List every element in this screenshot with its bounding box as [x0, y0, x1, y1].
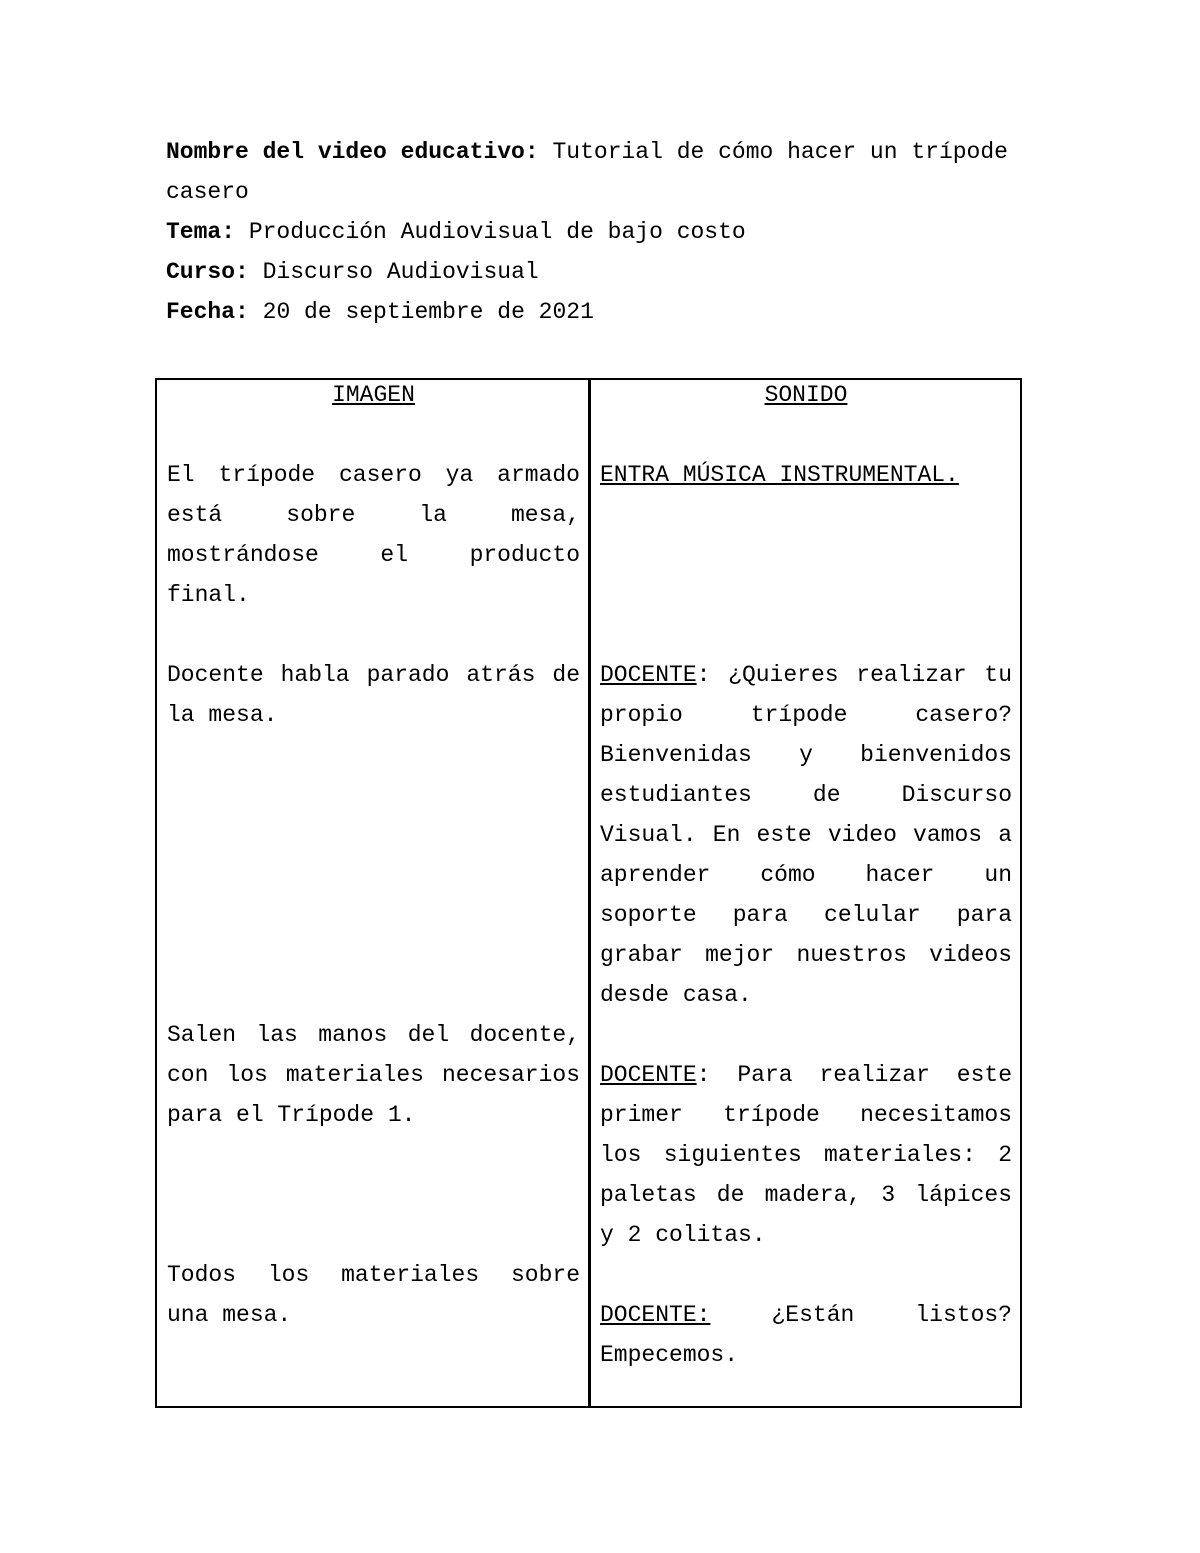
sound-cell-4 — [600, 1295, 1012, 1375]
image-cell-1: El trípode casero ya armado está sobre la mesa, mostrándose el producto final. — [167, 462, 580, 608]
tema-value: Producción Audiovisual de bajo costo — [248, 219, 746, 245]
video-name-label: Nombre del video educativo: — [166, 139, 539, 165]
speaker-label-2: DOCENTE — [600, 662, 697, 688]
sound-text-2: : ¿Quieres realizar tu propio trípode casero? Bienvenidas y bienvenidos estudiantes de Discurso Visual. En este video vamos a aprender cómo hacer un soporte para celular para grabar mejor nuestros videos desde casa. — [600, 662, 1012, 1008]
sound-cell-3 — [600, 1055, 1012, 1255]
image-cell-2: Docente habla parado atrás de la mesa. — [167, 662, 580, 728]
sound-text-3: : Para realizar este primer trípode necesitamos los siguientes materiales: 2 paletas de madera, 3 lápices y 2 colitas. — [600, 1062, 1012, 1248]
sound-text-4: ¿Están listos? Empecemos. — [600, 1302, 1012, 1368]
sound-column-header: SONIDO — [764, 382, 848, 408]
fecha-value: 20 de septiembre de 2021 — [262, 299, 594, 325]
speaker-label-4: DOCENTE: — [600, 1302, 711, 1328]
image-cell-4: Todos los materiales sobre una mesa. — [167, 1262, 580, 1328]
document-header — [166, 132, 1036, 332]
tema-line — [166, 212, 1036, 252]
image-column-header: IMAGEN — [332, 382, 415, 408]
video-name-value: Tutorial de cómo hacer un trípode casero — [166, 139, 1008, 205]
tema-label: Tema: — [166, 219, 236, 245]
column-divider — [588, 380, 591, 1406]
sound-cell-2 — [600, 655, 1012, 1015]
sound-cell-1 — [600, 455, 1012, 495]
curso-label: Curso: — [166, 259, 249, 285]
video-name-line — [166, 132, 1036, 212]
fecha-label: Fecha: — [166, 299, 249, 325]
script-table — [155, 378, 1022, 1408]
curso-value: Discurso Audiovisual — [262, 259, 539, 285]
speaker-label-3: DOCENTE — [600, 1062, 697, 1088]
curso-line — [166, 252, 1036, 292]
fecha-line — [166, 292, 1036, 332]
sound-text-1: ENTRA MÚSICA INSTRUMENTAL. — [600, 462, 959, 488]
image-cell-3: Salen las manos del docente, con los materiales necesarios para el Trípode 1. — [167, 1022, 580, 1128]
